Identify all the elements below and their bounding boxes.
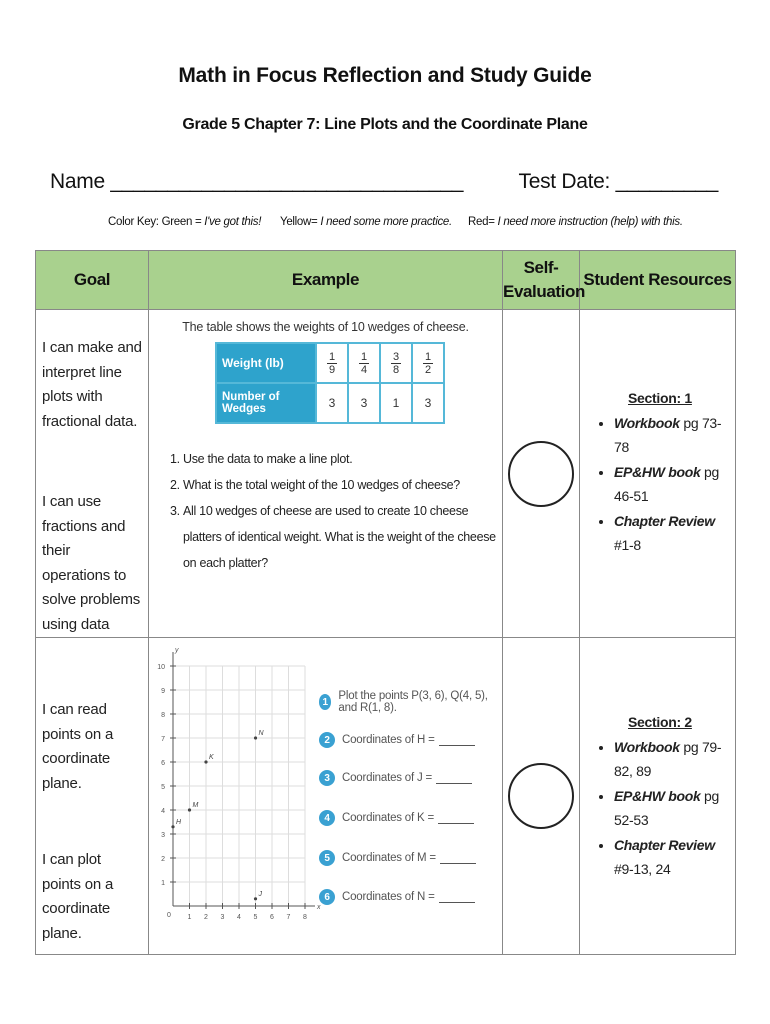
weight-cell: [412, 343, 444, 383]
origin-label: 0: [167, 912, 171, 919]
red-prefix: Red=: [468, 216, 495, 228]
weight-label: Weight (lb): [216, 343, 316, 383]
step-6: [319, 889, 475, 905]
section-label: Section: 2: [628, 714, 692, 730]
point-n: [254, 736, 257, 739]
coordinate-plane: [151, 646, 321, 946]
x-axis-label: x: [317, 904, 321, 911]
color-key-label: Color Key:: [108, 216, 159, 228]
x-tick-label: 5: [253, 914, 258, 921]
self-evaluation-circle[interactable]: [508, 441, 574, 507]
resources-cell-2: [580, 638, 736, 955]
step-number: 2: [319, 732, 335, 748]
test-date-field[interactable]: Test Date: _________: [518, 170, 718, 193]
step-text: Plot the points P(3, 6), Q(4, 5), and R(1, 8).: [338, 690, 488, 714]
resource-detail: pg 73-78: [614, 414, 722, 455]
answer-blank[interactable]: [440, 853, 476, 864]
color-key-green: [108, 216, 261, 228]
weight-cell: [348, 343, 380, 383]
resource-detail: pg 52-53: [614, 787, 720, 828]
step-number: 5: [319, 850, 335, 866]
wedges-cell: 3: [412, 383, 444, 423]
example-header: Example: [149, 251, 503, 310]
step-3: [319, 770, 472, 786]
cheese-caption: The table shows the weights of 10 wedges of cheese.: [182, 320, 469, 334]
coordinate-plane-example: [149, 638, 502, 954]
question-item: 3. All 10 wedges of cheese are used to create 10 cheese platters of identical weight. What is the weight of the cheese on each platter?: [183, 498, 502, 576]
resources-header: Student Resources: [580, 251, 736, 310]
point-label-j: J: [258, 890, 262, 898]
color-key-red: [468, 216, 683, 228]
step-text: Coordinates of J =: [342, 772, 433, 784]
x-tick-label: 8: [303, 914, 307, 921]
x-tick-label: 1: [187, 914, 192, 921]
point-m: [188, 808, 191, 811]
cheese-wedges-row: [216, 383, 444, 423]
goal-cell-2: [36, 638, 149, 955]
header-row: [36, 251, 736, 310]
step-4: [319, 810, 474, 826]
step-5: [319, 850, 476, 866]
y-tick-label: 8: [161, 712, 165, 719]
answer-blank[interactable]: [436, 773, 472, 784]
self-eval-line2: Evaluation: [503, 282, 585, 301]
step-text: Coordinates of M =: [342, 852, 436, 864]
weight-cell: [316, 343, 348, 383]
y-tick-label: 2: [161, 856, 165, 863]
resource-name: EP&HW book: [614, 463, 701, 480]
point-j: [254, 897, 257, 900]
row-coordinate-plane: [36, 638, 736, 955]
denominator: 9: [328, 363, 336, 376]
resource-item: [614, 833, 735, 882]
page-title: Math in Focus Reflection and Study Guide: [178, 64, 592, 87]
resource-item: [614, 411, 735, 460]
resource-name: Chapter Review: [614, 836, 715, 853]
point-label-m: M: [192, 802, 199, 809]
y-tick-label: 3: [161, 832, 165, 839]
step-number: 4: [319, 810, 335, 826]
question-list: [149, 446, 502, 576]
self-eval-cell-2: [503, 638, 580, 955]
step-text: Coordinates of N =: [342, 891, 435, 903]
y-tick-label: 4: [161, 808, 165, 815]
question-item: 2. What is the total weight of the 10 wedges of cheese?: [183, 472, 502, 498]
resource-item: [614, 784, 735, 833]
self-evaluation-header: [503, 251, 585, 310]
fraction: [423, 351, 433, 376]
y-tick-label: 9: [161, 688, 165, 695]
point-h: [171, 825, 174, 828]
study-guide-table: [35, 250, 736, 955]
denominator: 2: [424, 363, 432, 376]
y-axis-label: y: [175, 647, 179, 654]
goal-read-points: I can read points on a coordinate plane.: [42, 701, 114, 792]
numerator: 1: [424, 350, 432, 363]
y-tick-label: 7: [161, 736, 165, 743]
x-tick-label: 4: [237, 914, 241, 921]
denominator: 4: [360, 363, 368, 376]
yellow-text: I need some more practice.: [320, 216, 452, 228]
denominator: 8: [392, 363, 400, 376]
color-key-yellow: [280, 216, 452, 228]
row-line-plots: [36, 310, 736, 638]
step-number: 3: [319, 770, 335, 786]
page-subtitle: Grade 5 Chapter 7: Line Plots and the Coordinate Plane: [182, 116, 588, 133]
wedges-cell: 1: [380, 383, 412, 423]
resource-name: EP&HW book: [614, 787, 701, 804]
y-tick-label: 10: [157, 664, 165, 671]
yellow-prefix: Yellow=: [280, 216, 318, 228]
step-number: 6: [319, 889, 335, 905]
example-cell-2: [149, 638, 503, 955]
goal-line-plots: I can make and interpret line plots with fractional data.: [42, 339, 142, 430]
resource-name: Workbook: [614, 414, 680, 431]
goal-cell-1: [36, 310, 149, 638]
wedges-label: Number of Wedges: [216, 383, 316, 423]
green-prefix: Green =: [161, 216, 202, 228]
red-text: I need more instruction (help) with this.: [497, 216, 683, 228]
point-label-n: N: [258, 730, 264, 737]
fraction: [327, 351, 337, 376]
fraction: [391, 351, 401, 376]
resource-list: [580, 411, 735, 558]
x-tick-label: 3: [220, 914, 225, 921]
resource-detail: #9-13, 24: [614, 861, 671, 877]
cheese-table: [215, 342, 445, 424]
y-tick-label: 1: [161, 880, 165, 887]
x-tick-label: 7: [286, 914, 291, 921]
cheese-weight-row: [216, 343, 444, 383]
point-label-h: H: [176, 818, 182, 826]
x-tick-label: 6: [270, 914, 274, 921]
numerator: 1: [360, 350, 368, 363]
answer-blank[interactable]: [438, 813, 474, 824]
resource-detail: #1-8: [614, 537, 641, 553]
answer-blank[interactable]: [439, 892, 475, 903]
step-text: Coordinates of H =: [342, 734, 435, 746]
green-text: I've got this!: [204, 216, 262, 228]
weight-cell: [380, 343, 412, 383]
y-tick-label: 5: [161, 784, 165, 791]
resource-name: Workbook: [614, 738, 680, 755]
step-1: [319, 690, 502, 714]
self-evaluation-circle[interactable]: [508, 763, 574, 829]
wedges-cell: 3: [316, 383, 348, 423]
step-text: Coordinates of K =: [342, 812, 434, 824]
step-number: 1: [319, 694, 331, 710]
resource-item: [614, 460, 735, 509]
step-2: [319, 732, 475, 748]
resource-item: [614, 509, 735, 558]
name-field[interactable]: Name _______________________________: [50, 170, 464, 193]
resource-item: [614, 735, 735, 784]
answer-blank[interactable]: [439, 735, 475, 746]
resource-detail: pg 79-82, 89: [614, 738, 722, 779]
point-label-k: K: [209, 754, 214, 761]
fraction: [359, 351, 369, 376]
y-tick-label: 6: [161, 760, 165, 767]
section-label: Section: 1: [628, 390, 692, 406]
goal-plot-points: I can plot points on a coordinate plane.: [42, 851, 114, 942]
resource-detail: pg 46-51: [614, 463, 720, 504]
self-eval-line1: Self-: [523, 258, 559, 277]
goal-fractions: I can use fractions and their operations to solve problems using data: [42, 493, 141, 633]
example-cell-1: [149, 310, 503, 638]
goal-header: Goal: [36, 251, 149, 310]
point-k: [204, 760, 207, 763]
numerator: 1: [328, 350, 336, 363]
self-eval-cell-1: [503, 310, 580, 638]
x-tick-label: 2: [204, 914, 208, 921]
numerator: 3: [392, 350, 400, 363]
resources-cell-1: [580, 310, 736, 638]
resource-list: [580, 735, 735, 882]
question-item: 1. Use the data to make a line plot.: [183, 446, 502, 472]
wedges-cell: 3: [348, 383, 380, 423]
resource-name: Chapter Review: [614, 512, 715, 529]
